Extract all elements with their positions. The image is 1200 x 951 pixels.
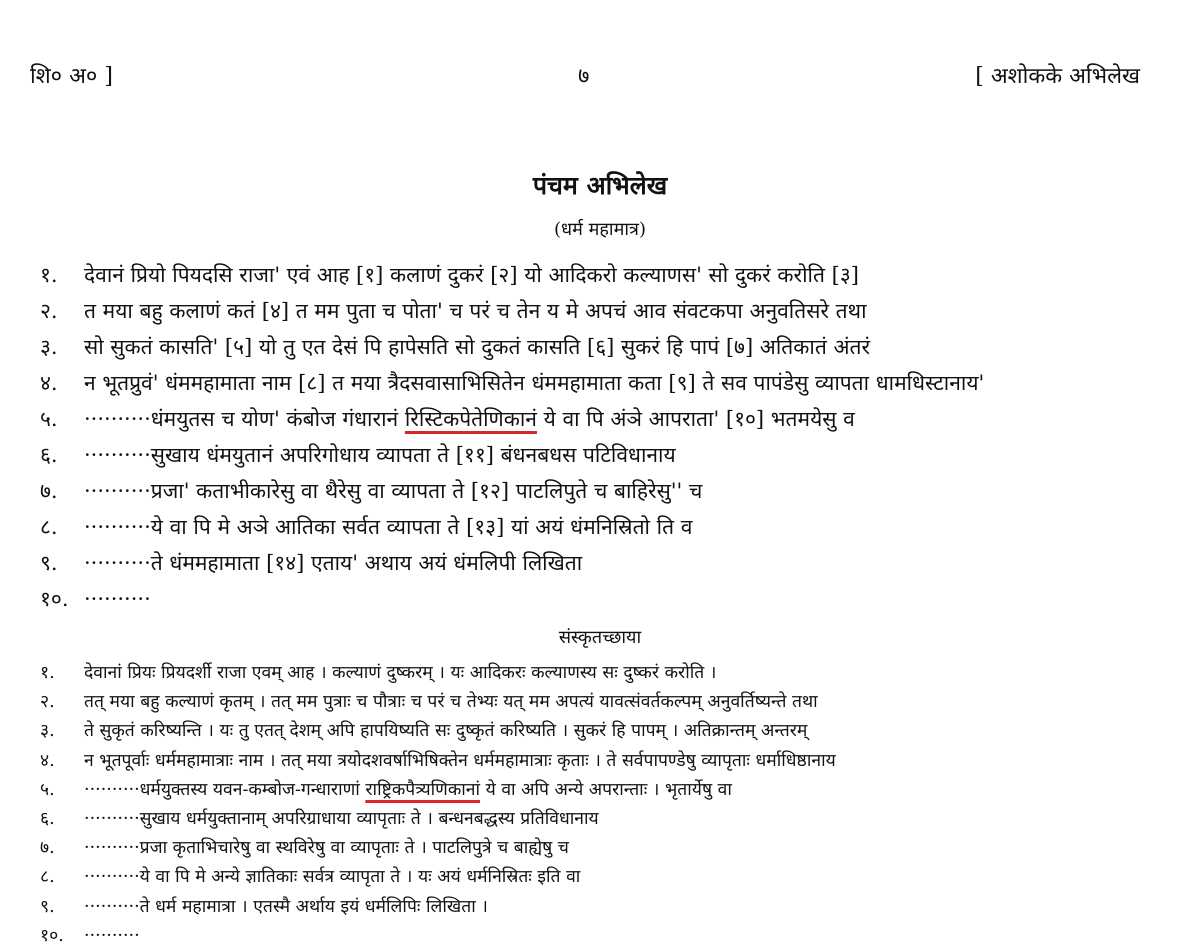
prakrit-line <box>40 401 1170 437</box>
line-text <box>84 581 1170 617</box>
prakrit-line <box>40 581 1170 617</box>
prakrit-line <box>40 509 1170 545</box>
sanskrit-line <box>40 659 1170 688</box>
prakrit-line <box>40 473 1170 509</box>
line-text <box>84 922 1170 951</box>
underlined-phrase: रिस्टिकपेतेणिकानं <box>404 407 537 431</box>
line-text-pre: ··········प्रजा' कताभीकारेसु वा थैरेसु वा व्यापता ते [१२] पाटलिपुते च बाहिरेसु'' च <box>84 479 703 503</box>
line-number: २. <box>40 692 55 713</box>
line-text <box>84 293 1170 329</box>
sanskrit-line <box>40 834 1170 863</box>
line-text-pre: ··········धर्मयुक्तस्य यवन-कम्बोज-गन्धाराणां <box>84 779 366 800</box>
line-text-post: ये वा अपि अन्ये अपरान्ताः । भृतार्येषु वा <box>480 779 732 800</box>
line-text <box>84 776 1170 805</box>
line-text-pre: ·········· <box>84 925 140 946</box>
prakrit-line <box>40 329 1170 365</box>
line-number: ९. <box>40 896 55 917</box>
line-text-pre: ··········ते धंममहामाता [१४] एताय' अथाय अयं धंमलिपी लिखिता <box>84 551 583 575</box>
line-text-pre: ··········सुखाय धर्मयुक्तानाम् अपरिग्राधाया व्यापृताः ते । बन्धनबद्धस्य प्रतिविधानाय <box>84 808 599 829</box>
line-number: १०. <box>40 587 69 611</box>
line-text <box>84 473 1170 509</box>
line-number: ४. <box>40 750 55 771</box>
page-title: पंचम अभिलेख <box>532 171 668 200</box>
page-subtitle: (धर्म महामात्र) <box>554 219 646 240</box>
line-text <box>84 401 1170 437</box>
line-text <box>84 257 1170 293</box>
line-text-pre: ··········ये वा पि मे अञे आतिका सर्वत व्यापता ते [१३] यां अयं धंमनिस्रितो ति व <box>84 515 693 539</box>
line-text-pre: न भूतप्रुवं' धंममहामाता नाम [८] त मया त्रैदसवासाभिसितेन धंममहामाता कता [९] ते सव पापंडेसु व्यापता धामधिस्टानाय' <box>84 371 985 395</box>
line-text <box>84 863 1170 892</box>
line-text <box>84 509 1170 545</box>
prakrit-line <box>40 365 1170 401</box>
line-number: ८. <box>40 867 55 888</box>
line-text-pre: ··········ये वा पि मे अन्ये ज्ञातिकाः सर्वत्र व्यापृता ते । यः अयं धर्मनिस्रितः इति वा <box>84 867 581 888</box>
line-text <box>84 747 1170 776</box>
line-text <box>84 805 1170 834</box>
line-text-pre: ··········प्रजा कृताभिचारेषु वा स्थविरेषु वा व्यापृताः ते । पाटलिपुत्रे च बाह्येषु च <box>84 838 569 859</box>
page-number: ७ <box>578 64 590 89</box>
line-text-pre: न भूतपूर्वाः धर्ममहामात्राः नाम । तत् मया त्रयोदशवर्षाभिषिक्तेन धर्ममहामात्राः कृताः । ते सर्वपापण्डेषु व्यापृताः धर्माधिष्ठानाय <box>84 750 836 771</box>
line-number: ९. <box>40 551 58 575</box>
line-text <box>84 659 1170 688</box>
prakrit-line <box>40 257 1170 293</box>
line-number: ३. <box>40 335 58 359</box>
line-number: ६. <box>40 443 58 467</box>
sanskrit-line <box>40 717 1170 746</box>
line-number: ५. <box>40 779 55 800</box>
prakrit-text-block <box>40 257 1170 617</box>
sanskrit-line <box>40 747 1170 776</box>
line-text <box>84 834 1170 863</box>
line-text <box>84 545 1170 581</box>
line-number: ६. <box>40 808 55 829</box>
section-heading-sanskrit: संस्कृतच्छाया <box>558 627 642 648</box>
line-number: १०. <box>40 925 64 946</box>
line-number: ७. <box>40 479 58 503</box>
underlined-phrase: राष्ट्रिकपैत्र्यणिकानां <box>365 779 481 800</box>
line-number: १. <box>40 263 58 287</box>
line-number: २. <box>40 299 58 323</box>
prakrit-line <box>40 437 1170 473</box>
prakrit-line <box>40 293 1170 329</box>
line-text <box>84 365 1170 401</box>
line-text-post: ये वा पि अंञे आपराता' [१०] भतमयेसु व <box>536 407 855 431</box>
sanskrit-line <box>40 893 1170 922</box>
line-text-pre: तत् मया बहु कल्याणं कृतम् । तत् मम पुत्राः च पौत्राः च परं च तेभ्यः यत् मम अपत्यं यावत्संवर्तकल्पम् अनुवर्तिष्यन्ते तथा <box>84 692 818 713</box>
line-text-pre: सो सुकतं कासति' [५] यो तु एत देसं पि हापेसति सो दुकतं कासति [६] सुकरं हि पापं [७] अतिकातं अंतरं <box>84 335 871 359</box>
line-text <box>84 717 1170 746</box>
sanskrit-line <box>40 776 1170 805</box>
running-header-right: [ अशोकके अभिलेख <box>975 64 1140 89</box>
line-text <box>84 437 1170 473</box>
sanskrit-text-block <box>40 659 1170 951</box>
prakrit-line <box>40 545 1170 581</box>
line-text <box>84 688 1170 717</box>
line-number: ५. <box>40 407 58 431</box>
line-text-pre: ते सुकृतं करिष्यन्ति । यः तु एतत् देशम् अपि हापयिष्यति सः दुष्कृतं करिष्यति । सुकरं हि पापम् । अतिक्रान्तम् अन्तरम् <box>84 721 808 742</box>
line-text-pre: ··········सुखाय धंमयुतानं अपरिगोधाय व्यापता ते [११] बंधनबधस पटिविधानाय <box>84 443 676 467</box>
line-number: ४. <box>40 371 58 395</box>
line-text-pre: ··········ते धर्म महामात्रा । एतस्मै अर्थाय इयं धर्मलिपिः लिखिता । <box>84 896 488 917</box>
line-text <box>84 893 1170 922</box>
line-number: ३. <box>40 721 55 742</box>
line-number: ८. <box>40 515 58 539</box>
sanskrit-line <box>40 922 1170 951</box>
line-number: १. <box>40 663 55 683</box>
sanskrit-line <box>40 688 1170 717</box>
line-text-pre: देवानं प्रियो पियदसि राजा' एवं आह [१] कलाणं दुकरं [२] यो आदिकरो कल्याणस' सो दुकरं करोति [३] <box>84 263 859 287</box>
line-text-pre: देवानां प्रियः प्रियदर्शी राजा एवम् आह । कल्याणं दुष्करम् । यः आदिकरः कल्याणस्य सः दुष्करं करोति । <box>84 663 717 683</box>
line-text-pre: त मया बहु कलाणं कतं [४] त मम पुता च पोता' च परं च तेन य मे अपचं आव संवटकपा अनुवतिसरे तथा <box>84 299 867 323</box>
line-text-pre: ·········· <box>84 587 151 611</box>
running-header-left: शि० अ० ] <box>30 64 113 89</box>
line-text-pre: ··········धंमयुतस च योण' कंबोज गंधारानं <box>84 407 405 431</box>
line-text <box>84 329 1170 365</box>
sanskrit-line <box>40 863 1170 892</box>
sanskrit-line <box>40 805 1170 834</box>
line-number: ७. <box>40 838 55 859</box>
